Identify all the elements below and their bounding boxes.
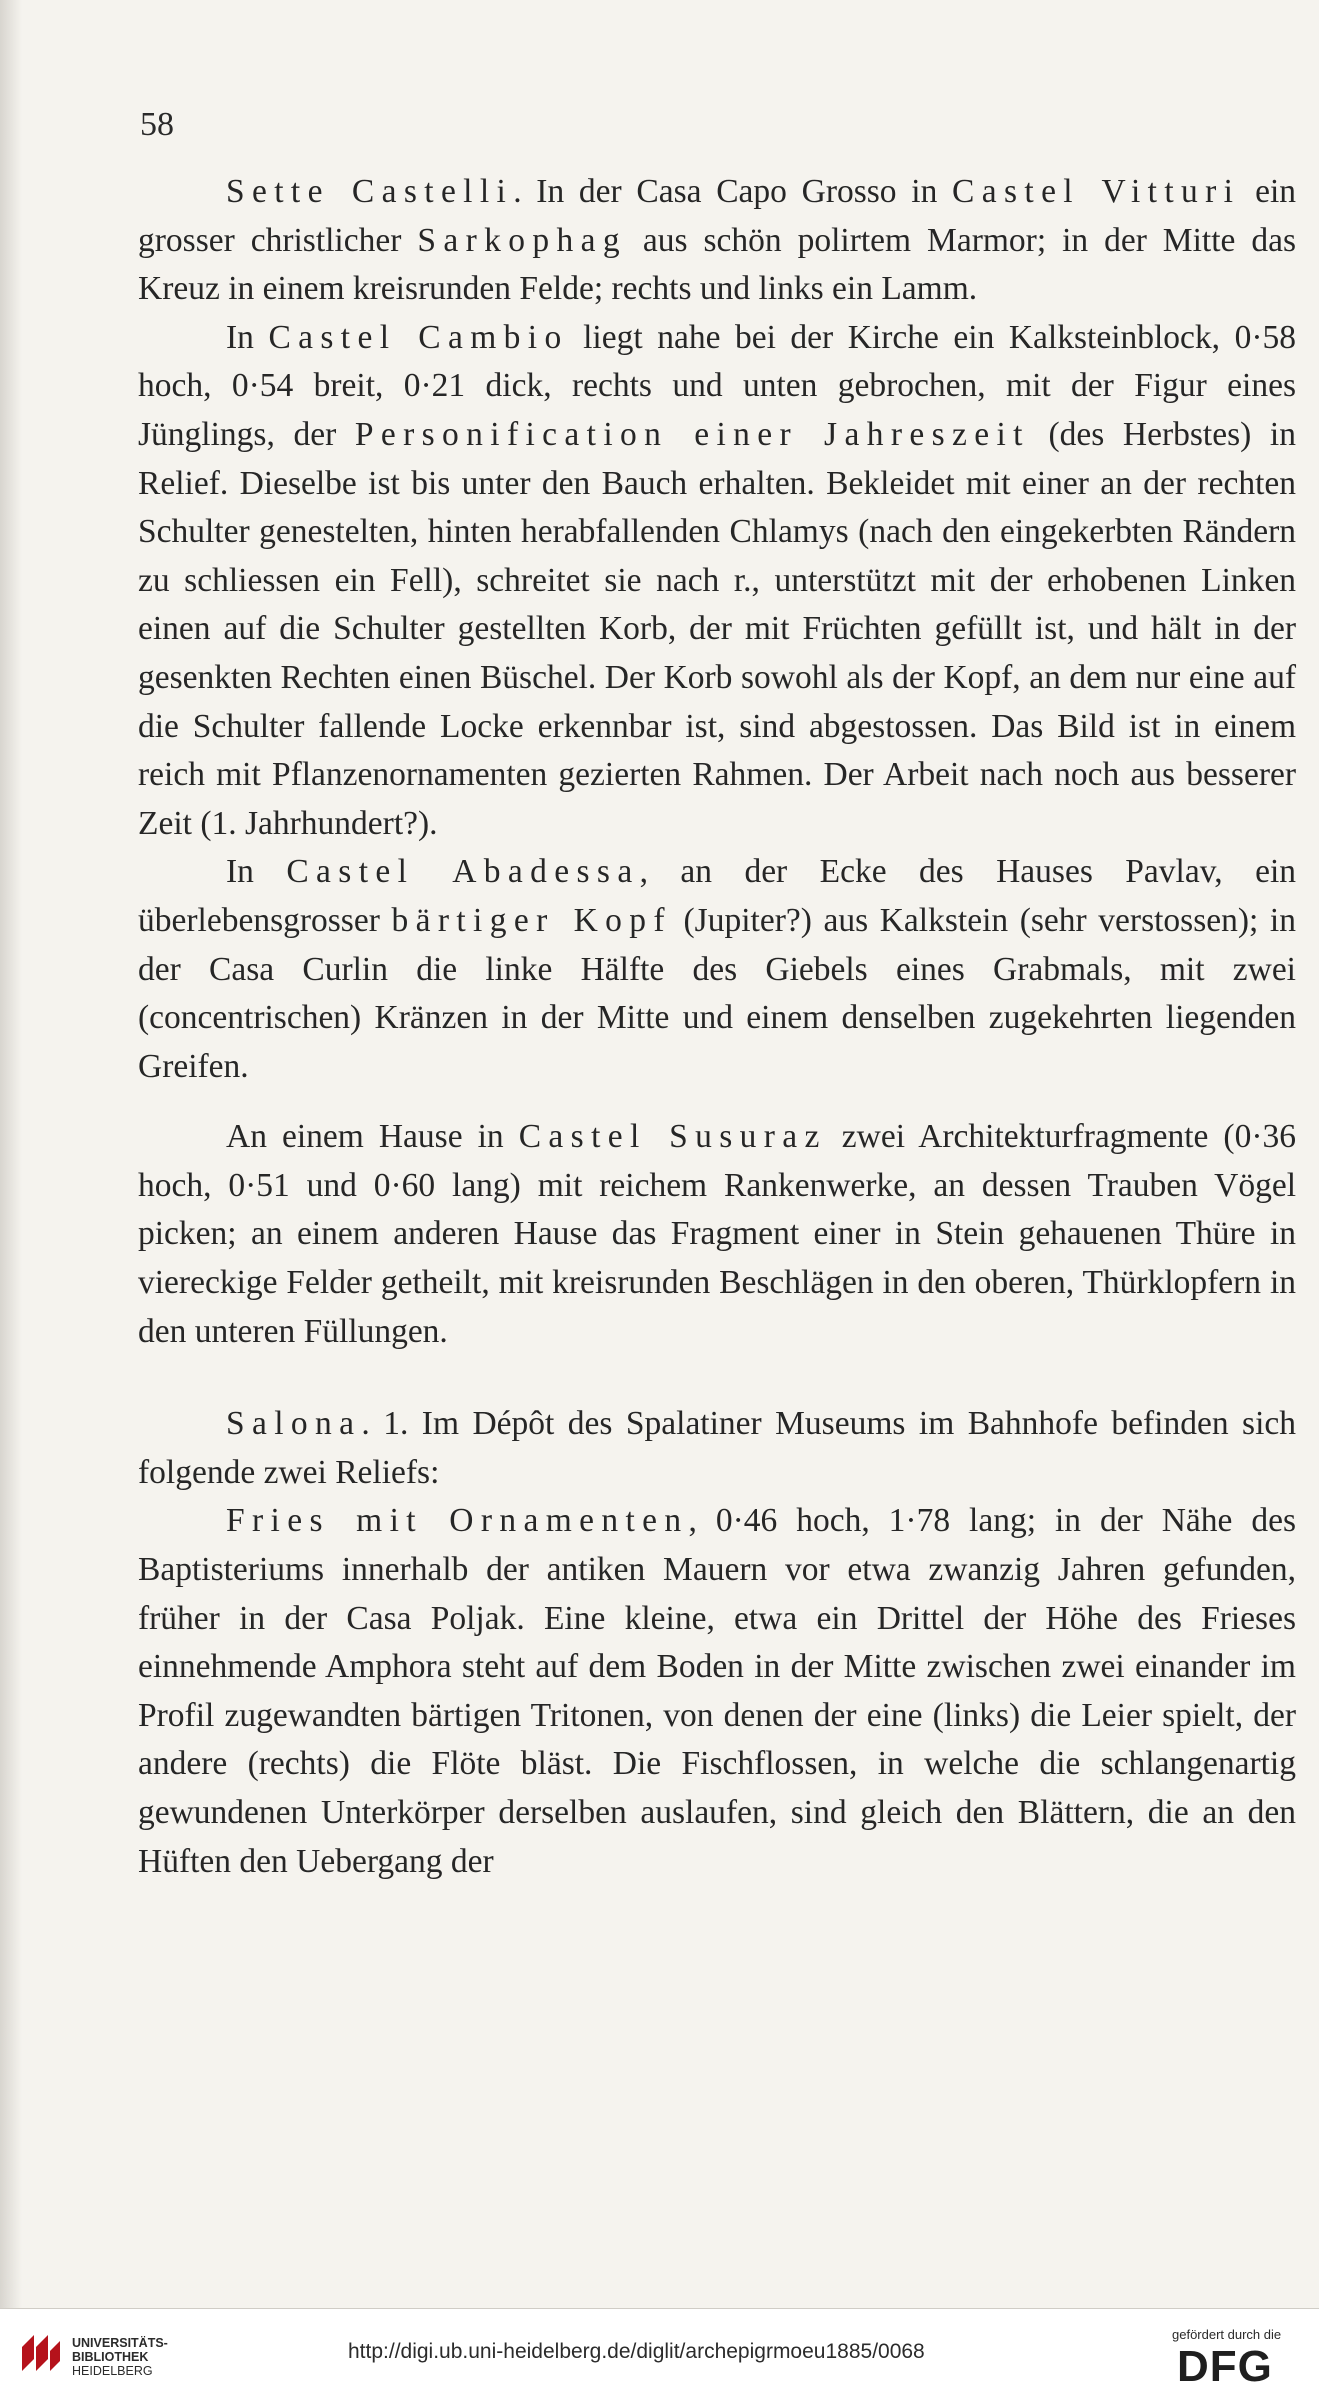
university-library-logo-icon — [14, 2327, 66, 2379]
paragraph-castel-cambio — [138, 314, 1296, 849]
spaced-term: Salona — [226, 1405, 362, 1443]
library-name-line-3: HEIDELBERG — [72, 2364, 153, 2378]
text-run: , 0·46 hoch, 1·78 lang; in der Nähe des Baptisteriums innerhalb der antiken Mauern vor etwa zwanzig Jahren gefunden, früher in der Casa Poljak. Eine kleine, etwa ein Drittel der Höhe des Frieses einnehmende Amphora steht auf dem Boden in der Mitte zwischen zwei einander im Profil zugewandten bärtigen Tritonen, von denen der eine (links) die Leier spielt, der andere (rechts) die Flöte bläst. Die Fischflossen, in welche die schlangenartig gewundenen Unterkörper derselben auslaufen, sind gleich den Blättern, die an den Hüften den Uebergang der — [138, 1502, 1296, 1880]
text-run: aus schön polirtem Marmor; in der Mitte das Kreuz in einem kreisrunden Felde; rechts und links ein Lamm. — [138, 221, 1296, 308]
dfg-logo: DFG — [1177, 2342, 1273, 2391]
text-run: (Jupiter?) aus Kalkstein (sehr verstossen); in der Casa Curlin die linke Hälfte des Giebels eines Grabmals, mit zwei (concentrischen) Kränzen in der Mitte und einem denselben zugekehrten liegenden Greifen. — [138, 901, 1296, 1085]
text-run: An einem Hause in — [226, 1118, 519, 1156]
body-text — [138, 168, 1296, 1886]
paragraph-sette-castelli — [138, 168, 1296, 314]
library-name-line-1: UNIVERSITÄTS- — [72, 2336, 168, 2350]
text-run: (des Herbstes) in Relief. Dieselbe ist bis unter den Bauch erhalten. Bekleidet mit einer an der rechten Schulter genestelten, hinten herabfallenden Chlamys (nach den eingekerbten Rändern zu schliessen ein Fell), schreitet sie nach r., unterstützt mit der erhobenen Linken einen auf die Schulter gestellten Korb, der mit Früchten gefüllt ist, und hält in der gesenkten Rechten einen Büschel. Der Korb sowohl als der Kopf, an dem nur eine auf die Schulter fallende Locke erkennbar ist, sind abgestossen. Das Bild ist in einem reich mit Pflanzenornamenten gezierten Rahmen. Der Arbeit nach noch aus besserer Zeit (1. Jahrhundert?). — [138, 415, 1296, 842]
library-name-line-2: BIBLIOTHEK — [72, 2350, 149, 2364]
text-run: ein grosser christlicher — [138, 173, 1297, 259]
funder-note: gefördert durch die — [1172, 2327, 1282, 2342]
paragraph-castel-susuraz — [138, 1113, 1296, 1356]
spaced-term: Personification einer Jahreszeit — [354, 415, 1030, 453]
page-edge-shadow — [0, 0, 22, 2310]
spaced-term: Sette Castelli — [226, 173, 514, 210]
spaced-term: bärtiger Kopf — [391, 901, 672, 939]
paragraph-salona — [138, 1400, 1296, 1497]
spaced-term: Castel Vitturi — [952, 173, 1241, 210]
text-run: zwei Architekturfragmente (0·36 hoch, 0·51 und 0·60 lang) mit reichem Rankenwerke, an dessen Trauben Vögel picken; an einem anderen Hause das Fragment einer in Stein gehauenen Thüre in viereckige Felder getheilt, mit kreisrunden Beschlägen in den oberen, Thürklopfern in den unteren Füllungen. — [138, 1118, 1296, 1350]
spaced-term: Castel Susuraz — [518, 1118, 827, 1156]
spaced-term: Castel Abadessa — [286, 853, 640, 891]
source-url-link[interactable]: http://digi.ub.uni-heidelberg.de/diglit/archepigrmoeu1885/0068 — [348, 2340, 925, 2363]
paragraph-fries-mit-ornamenten — [138, 1497, 1296, 1886]
text-run: In — [226, 853, 287, 891]
text-run: , an der Ecke des Hauses Pavlav, ein überlebensgrosser — [138, 853, 1297, 939]
library-name — [72, 2336, 168, 2378]
page-number: 58 — [140, 106, 174, 143]
text-run: . In der Casa Capo Grosso in — [513, 173, 953, 210]
spaced-term: Fries mit Ornamenten — [226, 1502, 689, 1540]
spaced-term: Castel Cambio — [268, 318, 569, 356]
text-run: . 1. Im Dépôt des Spalatiner Museums im Bahnhofe befinden sich folgende zwei Reliefs: — [138, 1405, 1296, 1491]
text-run: liegt nahe bei der Kirche ein Kalksteinblock, 0·58 hoch, 0·54 breit, 0·21 dick, rechts und unten gebrochen, mit der Figur eines Jünglings, der — [138, 318, 1296, 453]
paragraph-castel-abadessa — [138, 848, 1296, 1091]
text-run: In — [226, 318, 269, 356]
spaced-term: Sarkophag — [417, 221, 627, 259]
